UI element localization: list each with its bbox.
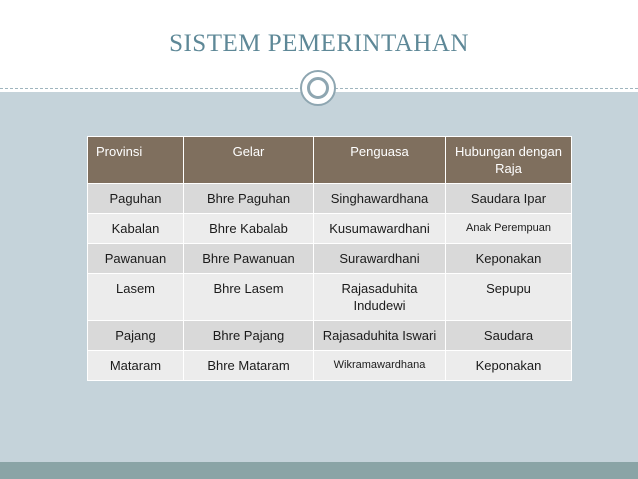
table-row	[88, 274, 572, 321]
table-row	[88, 321, 572, 351]
circle-ornament-inner	[307, 77, 329, 99]
cell-provinsi: Pajang	[88, 321, 184, 351]
cell-provinsi: Pawanuan	[88, 244, 184, 274]
header-gelar: Gelar	[184, 137, 314, 184]
table-header-row	[88, 137, 572, 184]
cell-penguasa: Wikramawardhana	[314, 351, 446, 381]
circle-ornament-icon	[300, 70, 336, 106]
cell-hubungan: Anak Perempuan	[446, 214, 572, 244]
cell-penguasa: Surawardhani	[314, 244, 446, 274]
slide-title: SISTEM PEMERINTAHAN	[169, 30, 469, 57]
cell-provinsi: Kabalan	[88, 214, 184, 244]
cell-hubungan: Keponakan	[446, 351, 572, 381]
cell-hubungan: Saudara	[446, 321, 572, 351]
table-row	[88, 244, 572, 274]
cell-gelar: Bhre Mataram	[184, 351, 314, 381]
cell-provinsi: Mataram	[88, 351, 184, 381]
cell-hubungan: Sepupu	[446, 274, 572, 321]
cell-penguasa: Kusumawardhani	[314, 214, 446, 244]
cell-gelar: Bhre Kabalab	[184, 214, 314, 244]
cell-gelar: Bhre Pajang	[184, 321, 314, 351]
footer-band	[0, 462, 638, 479]
table-row	[88, 351, 572, 381]
cell-gelar: Bhre Paguhan	[184, 184, 314, 214]
cell-penguasa: Rajasaduhita Indudewi	[314, 274, 446, 321]
cell-penguasa: Rajasaduhita Iswari	[314, 321, 446, 351]
cell-penguasa: Singhawardhana	[314, 184, 446, 214]
cell-gelar: Bhre Pawanuan	[184, 244, 314, 274]
cell-provinsi: Paguhan	[88, 184, 184, 214]
cell-gelar: Bhre Lasem	[184, 274, 314, 321]
cell-provinsi: Lasem	[88, 274, 184, 321]
header-penguasa: Penguasa	[314, 137, 446, 184]
cell-hubungan: Keponakan	[446, 244, 572, 274]
table-row	[88, 184, 572, 214]
cell-hubungan: Saudara Ipar	[446, 184, 572, 214]
government-table	[87, 136, 572, 381]
table-row	[88, 214, 572, 244]
header-provinsi: Provinsi	[88, 137, 184, 184]
header-hubungan: Hubungan dengan Raja	[446, 137, 572, 184]
